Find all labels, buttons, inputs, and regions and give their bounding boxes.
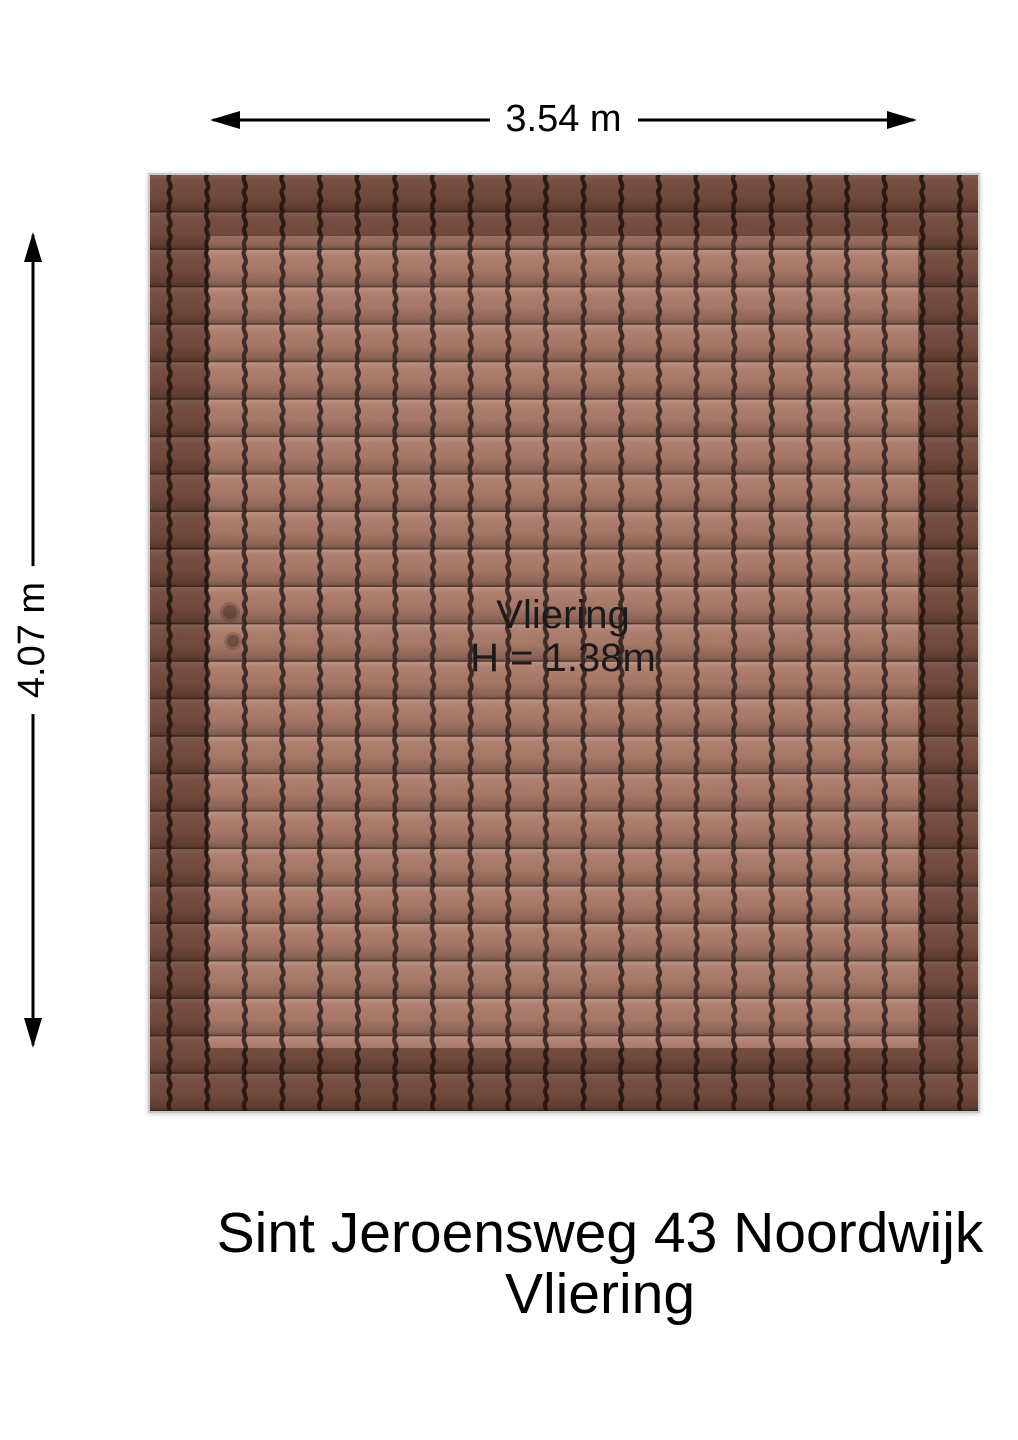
width-dimension-label: 3.54 m [489,97,637,143]
arrowhead-left-icon [210,111,240,129]
width-dimension [210,98,917,141]
caption [190,1203,1010,1325]
arrowhead-up-icon [24,232,42,262]
room-name: Vliering [496,593,630,637]
caption-floor-name: Vliering [504,1262,696,1326]
arrowhead-down-icon [24,1018,42,1048]
room-label [470,594,656,680]
height-dimension [11,232,54,1048]
height-dimension-label: 4.07 m [10,566,56,714]
arrowhead-right-icon [887,111,917,129]
room-height: H = 1.38m [470,636,656,680]
caption-address: Sint Jeroensweg 43 Noordwijk [216,1201,984,1265]
